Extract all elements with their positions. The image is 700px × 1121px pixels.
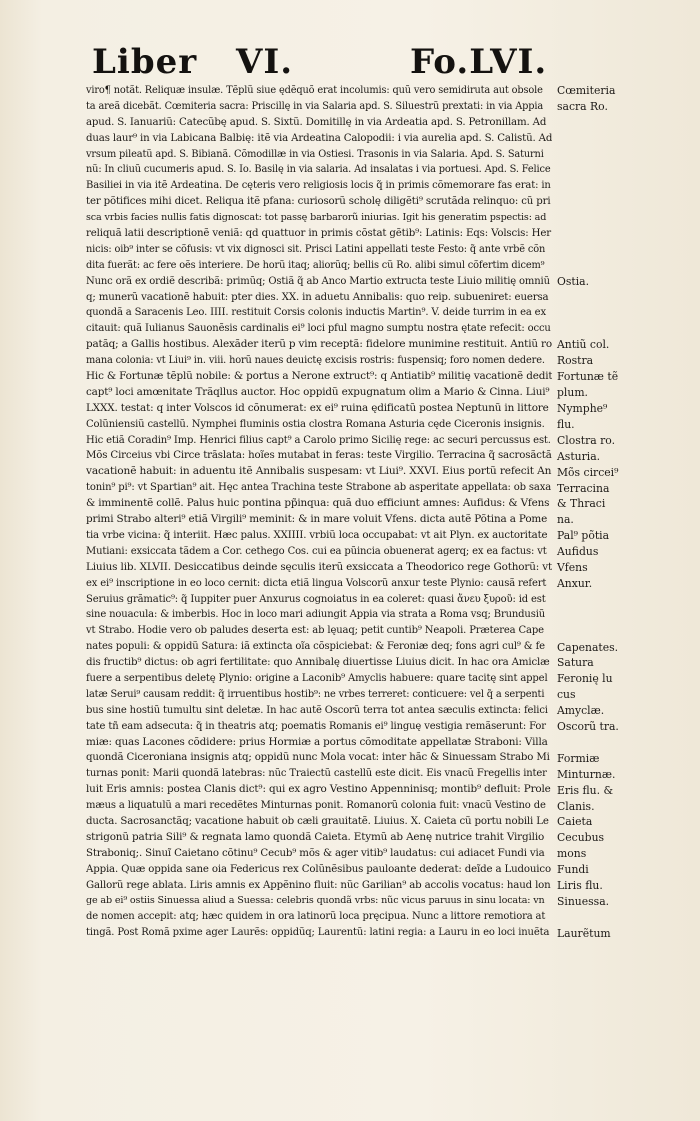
text-line: ter põtifices mihi dicet. Reliqua itẽ pfana: curiosorũ scholę diligẽti⁹ scrutãda relinquo: cũ pri [86, 196, 551, 208]
text-line: Nunc orã ex ordiẽ describã: primũq; Ostiã q̃ ab Anco Martio extructa teste Liuio militię omniũ [86, 275, 550, 287]
text-line: vt Strabo. Hodie vero ob paludes deserta est: ab lęuaq; petit cuntib⁹ Neapoli. Præterea Cape [86, 625, 544, 637]
margin-note: & Thraci [557, 497, 606, 511]
margin-note: Anxur. [557, 576, 593, 590]
text-line: bus sine hostiũ tumultu sint deletæ. In hac autẽ Oscorũ terra tot antea sæculis extincta: felici [86, 704, 548, 716]
text-line: Straboniq;. Sinuĩ Caietano cõtinu⁹ Cecub⁹ mõs & ager vitib⁹ laudatus: cui adiacet Fundi via [86, 847, 545, 859]
margin-note: Cecubus [557, 831, 605, 845]
margin-note: Nymphe⁹ [557, 402, 608, 415]
text-line: reliquã latii descriptionẽ veniã: qd quattuor in primis cõstat gẽtib⁹: Latinis: Eqs: Volscis: Her [86, 228, 551, 240]
text-line: Mutiani: exsiccata tãdem a Cor. cethego Cos. cui ea pũincia obuenerat agerq; ex ea factus: vt [86, 545, 547, 557]
text-line: & imminentẽ collẽ. Palus huic pontina pp̃inqua: quã duo efficiunt amnes: Aufidus: & Vfens [86, 497, 550, 510]
text-line: ta areã dicebãt. Cœmiteria sacra: Priscillę in via Salaria apd. S. Siluestrũ prextati: in via Appia [86, 100, 544, 112]
main-text-column [86, 83, 552, 941]
text-line: vrsum pileatũ apd. S. Bibianã. Cõmodillæ in via Ostiesi. Trasonis in via Salaria. Apd. S. Saturni [86, 148, 544, 160]
margin-note: na. [557, 513, 574, 527]
text-line: ex ei⁹ inscriptione in eo loco cernit: dicta etiã lingua Volscorũ anxur teste Plynio: causã refert [86, 577, 547, 589]
margin-note: Caieta [557, 815, 593, 829]
margin-note: mons [557, 847, 587, 861]
margin-note: Aufidus [557, 545, 599, 559]
text-line: ducta. Sacrosanctãq; vacatione habuit ob cæli grauitatẽ. Liuius. X. Caieta cũ portu nobili Le [86, 815, 549, 827]
margin-note: Sinuessa. [557, 894, 610, 908]
text-line: apud. S. Ianuariũ: Catecũbę apud. S. Sixtũ. Domitillę in via Ardeatia apd. S. Petronillam. Ad [86, 116, 547, 128]
header-book-number: VI. [236, 42, 294, 82]
margin-note: plum. [557, 386, 588, 400]
margin-note: cus [557, 688, 576, 702]
margin-note: Laurẽtum [557, 926, 611, 940]
margin-note: flu. [557, 417, 575, 431]
text-line: tingã. Post Romã pxime ager Laurẽs: oppidũq; Laurentũ: latini regia: a Lauru in eo loci inuẽta [86, 927, 550, 939]
text-line: LXXX. testat: q inter Volscos id cõnumerat: ex ei⁹ ruina ędificatũ postea Neptunũ in littore [86, 401, 549, 414]
text-line: fuere a serpentibus deletę Plynio: origine a Laconib⁹ Amyclis habuere: quare tacitę sint appel [86, 672, 548, 684]
margin-note: Liris flu. [557, 879, 603, 892]
text-line: luit Eris amnis: postea Clanis dict⁹: qui ex agro Vestino Appenninisq; montib⁹ defluit: Prole [86, 783, 551, 796]
margin-note: Fortunæ tẽ [557, 370, 619, 384]
text-line: nũ: In cliuũ cucumeris apud. S. Io. Basilę in via salaria. Ad insalatas i via portuesi. Apd. S. Felice [86, 164, 551, 176]
margin-note: sacra Ro. [557, 99, 608, 113]
margin-note: Capenates. [557, 640, 619, 654]
margin-note: Mõs circei⁹ [557, 465, 619, 479]
text-line: sca vrbis facies nullis fatis dignoscat: tot passę barbarorũ iniurias. Igit his generatim pspectis: ad [86, 212, 547, 224]
text-line: tate tñ eam adsecuta: q̃ in theatris atq; poematis Romanis ei⁹ linguę vestigia remãserunt: For [86, 720, 546, 732]
text-line: q; munerũ vacationẽ habuit: pter dies. XX. in aduetu Annibalis: quo reip. subueniret: euersa [86, 291, 549, 303]
text-line: dita fuerãt: ac fere oẽs interiere. De horũ itaq; aliorũq; bellis cũ Ro. alibi simul cõfertim dicem⁹ [86, 259, 545, 271]
text-line: Liuius lib. XLVII. Desiccatibus deinde sęculis iterũ exsiccata a Theodorico rege Gothorũ: vt [86, 560, 552, 573]
margin-note: Ostia. [557, 274, 590, 288]
text-line: viro¶ notãt. Reliquæ insulæ. Tẽplũ siue ędẽquõ erat incolumis: quũ vero semidiruta aut obsole [86, 85, 543, 96]
text-line: Gallorũ rege ablata. Liris amnis ex Appẽnino fluit: nũc Garilian⁹ ab accolis vocatus: haud lon [86, 879, 551, 891]
margin-note: Clostra ro. [557, 433, 616, 447]
text-line: tonin⁹ pi⁹: vt Spartian⁹ ait. Hęc antea Trachina teste Strabone ab asperitate appellata: ob saxa [86, 482, 552, 494]
text-line: Hic etiã Coradin⁹ Imp. Henrici filius capt⁹ a Carolo primo Sicilię rege: ac securi percussus est. [86, 434, 551, 446]
text-line: nicis: oib⁹ inter se cõfusis: vt vix dignosci sit. Prisci Latini appellati teste Festo: q̃ ante vrbẽ cõn [86, 243, 546, 255]
margin-note: Satura [557, 656, 594, 670]
margin-note: Amyclæ. [557, 704, 605, 718]
margin-note: Cœmiteria [557, 84, 616, 97]
margin-note: Fundi [557, 863, 589, 877]
margin-note: Antiũ col. [557, 338, 610, 352]
text-line: duas laur⁹ in via Labicana Balbię: itẽ via Ardeatina Calopodii: i via aurelia apd. S. Calistũ. Ad [86, 132, 552, 144]
margin-note: Feronię lu [557, 672, 613, 686]
text-line: vacationẽ habuit: in aduentu itẽ Annibalis suspesam: vt Liui⁹. XXVI. Eius portũ refecit An [86, 465, 552, 478]
text-line: Hic & Fortunæ tẽplũ nobile: & portus a Nerone extruct⁹: q Antiatib⁹ militię vacationẽ dedit [86, 370, 552, 383]
text-line: mæus a liquatulũ a mari recedẽtes Minturnas ponit. Romanorũ colonia fuit: vnacũ Vestino de [86, 800, 546, 812]
text-line: turnas ponit: Marii quondã latebras: nũc Traiectũ castellũ este dicit. Eis vnacũ Fregellis inter [86, 768, 547, 780]
margin-note: Minturnæ. [557, 767, 616, 781]
text-line: Colũniensiũ castellũ. Nymphei fluminis ostia clostra Romana Asturia cęde Ciceronis insignis. [86, 418, 545, 430]
text-line: quondã Ciceroniana insignis atq; oppidũ nunc Mola vocat: inter hãc & Sinuessam Strabo Mi [86, 752, 550, 764]
text-line: strigonũ patria Sili⁹ & regnata lamo quondã Caieta. Etymũ ab Aenę nutrice trahit Virgilio [86, 830, 545, 843]
text-line: capt⁹ loci amœnitate Trãqllus auctor. Hoc oppidũ expugnatum olim a Mario & Cinna. Liui⁹ [86, 385, 550, 398]
margin-note: Rostra [557, 354, 594, 368]
text-line: primi Strabo alteri⁹ etiã Virgili⁹ meminit: & in mare voluit Vfens. dicta autẽ Põtina a Pome [86, 513, 548, 526]
header-folio-number: Fo.LVI. [410, 42, 548, 82]
text-line: citauit: quã Iulianus Sauonẽsis cardinalis ei⁹ loci pful magno sumptu nostra ętate refecit: occu [86, 323, 551, 335]
text-line: miæ: quas Lacones cõdidere: prius Hormiæ a portus cõmoditate appellatæ Straboni: Villa [86, 735, 548, 748]
margin-note: Terracina [557, 481, 610, 495]
text-line: Basiliei in via itẽ Ardeatina. De cęteris vero religiosis locis q̃ in primis cõmemorare fas erat: in [86, 180, 551, 192]
header-book-label: Liber [92, 42, 198, 82]
text-line: de nomen accepit: atq; hæc quidem in ora latinorũ loca pręcipua. Nunc a littore remotiora at [86, 911, 546, 923]
text-line: tia vrbe vicina: q̃ interiit. Hæc palus. XXIIII. vrbiũ loca occupabat: vt ait Plyn. ex auctoritate [86, 529, 548, 541]
text-line: sine nouacula: & imberbis. Hoc in loco mari adiungit Appia via strata a Roma vsq; Brundusiũ [86, 609, 546, 621]
margin-note: Asturia. [557, 449, 601, 463]
text-line: ge ab ei⁹ ostiis Sinuessa aliud a Suessa: celebris quondã vrbs: nũc vicus paruus in sinu locata: vn [86, 895, 545, 907]
margin-note: Pal⁹ põtia [557, 529, 610, 543]
text-line: latæ Serui⁹ causam reddit: q̃ irruentibus hostib⁹: ne vrbes terreret: conticuere: vel q̃ a serpenti [86, 688, 545, 700]
text-line: Appia. Quæ oppida sane oia Federicus rex Colũnẽsibus pauloante dederat: deĩde a Ludouico [86, 863, 551, 875]
margin-note: Formiæ [557, 751, 600, 765]
text-line: patãq; a Gallis hostibus. Alexãder iterũ p vim receptã: fidelore munimine restituit. Antiũ ro [86, 338, 552, 351]
text-line: Seruius grãmatic⁹: q̃ Iuppiter puer Anxurus cognoiatus in ea coleret: quasi ἄνευ ξυροῦ: id est [86, 593, 546, 605]
margin-note: Oscorũ tra. [557, 720, 619, 733]
text-line: Mõs Circeius vbi Circe trãslata: hoĩes mutabat in feras: teste Virgilio. Terracina q̃ sacrosãctã [86, 450, 552, 462]
margin-note: Clanis. [557, 799, 595, 813]
text-line: quondã a Saracenis Leo. IIII. restituit Corsis colonis inductis Martin⁹. V. deide turrim in ea ex [86, 307, 546, 319]
margin-note: Vfens [557, 561, 588, 574]
margin-note: Eris flu. & [557, 783, 614, 797]
text-line: nates populi: & oppidũ Satura: iã extincta oĩa cõspiciebat: & Feroniæ deq; fons agri cul⁹ & fe [86, 641, 545, 653]
text-line: dis fructib⁹ dictus: ob agri fertilitate: quo Annibalę diuertisse Liuius dicit. In hac ora Amiclæ [86, 657, 550, 669]
text-line: mana colonia: vt Liui⁹ in. viii. horũ naues deuictę excisis rostris: fuspensiq; foro nomen dedere. [86, 355, 545, 367]
